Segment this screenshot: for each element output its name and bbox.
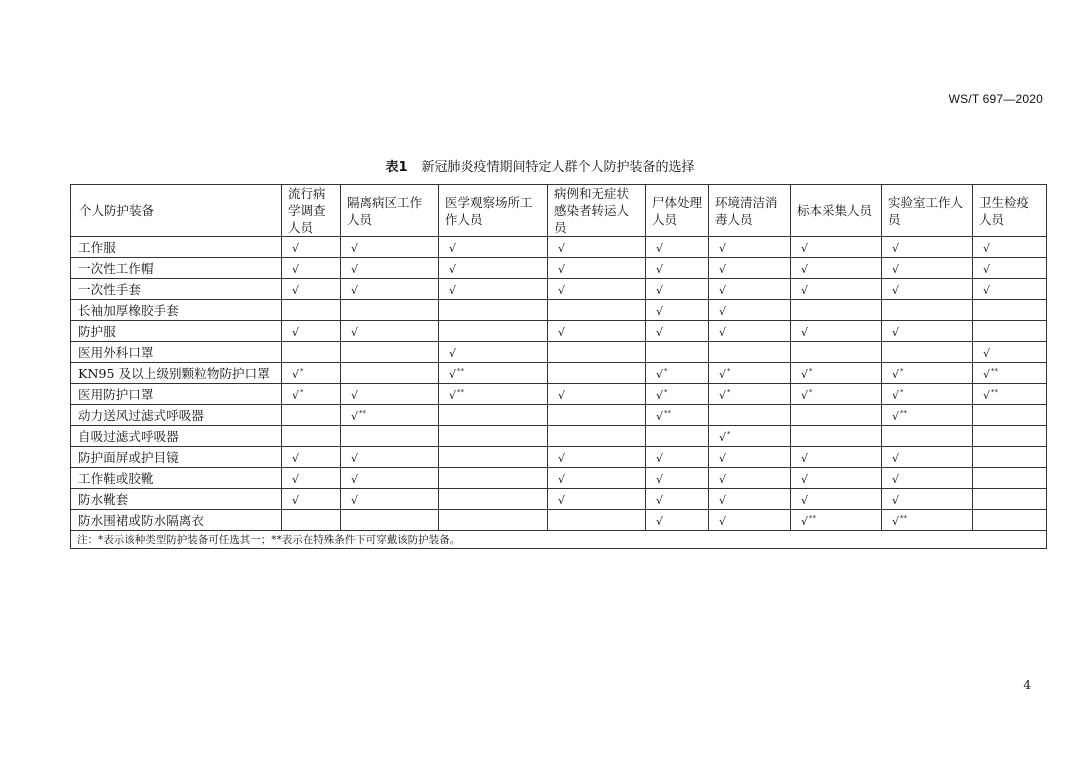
check-mark: √ — [983, 389, 991, 402]
table-title-number: 表1 — [385, 160, 408, 175]
check-mark: √ — [656, 389, 664, 402]
check-mark-annotation: * — [664, 388, 668, 396]
check-mark: √ — [292, 368, 300, 381]
selection-cell — [282, 489, 341, 510]
equipment-name: 长袖加厚橡胶手套 — [71, 300, 282, 321]
selection-cell — [282, 447, 341, 468]
selection-cell — [439, 510, 548, 531]
selection-cell — [709, 342, 791, 363]
column-header-isolation-ward-staff: 隔离病区工作人员 — [341, 185, 439, 237]
check-mark: √ — [801, 452, 809, 465]
check-mark: √ — [351, 284, 359, 297]
table-row — [71, 384, 1047, 405]
selection-cell — [791, 363, 882, 384]
selection-cell — [882, 468, 973, 489]
check-mark-annotation: * — [809, 367, 813, 375]
selection-cell — [709, 258, 791, 279]
check-mark: √ — [558, 263, 566, 276]
check-mark: √ — [351, 389, 359, 402]
selection-cell — [548, 300, 646, 321]
table-note: 注：*表示该种类型防护装备可任选其一；**表示在特殊条件下可穿戴该防护装备。 — [71, 531, 1047, 549]
check-mark: √ — [719, 368, 727, 381]
selection-cell — [709, 447, 791, 468]
selection-cell — [548, 489, 646, 510]
check-mark: √ — [351, 326, 359, 339]
check-mark: √ — [892, 263, 900, 276]
check-mark: √ — [558, 389, 566, 402]
selection-cell — [439, 279, 548, 300]
selection-cell — [548, 510, 646, 531]
selection-cell — [282, 363, 341, 384]
selection-cell — [882, 363, 973, 384]
selection-cell — [439, 468, 548, 489]
selection-cell — [282, 237, 341, 258]
check-mark: √ — [801, 389, 809, 402]
ppe-selection-table — [70, 184, 1047, 549]
selection-cell — [791, 384, 882, 405]
table-row — [71, 447, 1047, 468]
check-mark-annotation: * — [727, 430, 731, 438]
selection-cell — [791, 489, 882, 510]
selection-cell — [791, 510, 882, 531]
check-mark: √ — [558, 284, 566, 297]
equipment-name: 防水靴套 — [71, 489, 282, 510]
equipment-name: 一次性工作帽 — [71, 258, 282, 279]
selection-cell — [548, 279, 646, 300]
check-mark: √ — [801, 326, 809, 339]
check-mark: √ — [292, 242, 300, 255]
selection-cell — [548, 363, 646, 384]
check-mark: √ — [892, 284, 900, 297]
check-mark: √ — [719, 284, 727, 297]
check-mark: √ — [558, 326, 566, 339]
check-mark: √ — [892, 473, 900, 486]
check-mark: √ — [719, 515, 727, 528]
equipment-name: KN95 及以上级别颗粒物防护口罩 — [71, 363, 282, 384]
check-mark: √ — [719, 473, 727, 486]
selection-cell — [646, 489, 709, 510]
selection-cell — [709, 384, 791, 405]
check-mark-annotation: * — [809, 388, 813, 396]
selection-cell — [282, 279, 341, 300]
column-header-equipment: 个人防护装备 — [71, 185, 282, 237]
selection-cell — [439, 258, 548, 279]
selection-cell — [548, 258, 646, 279]
selection-cell — [973, 321, 1047, 342]
selection-cell — [341, 342, 439, 363]
selection-cell — [282, 258, 341, 279]
check-mark-annotation: * — [727, 388, 731, 396]
table-row — [71, 300, 1047, 321]
check-mark: √ — [801, 494, 809, 507]
selection-cell — [646, 321, 709, 342]
check-mark: √ — [983, 242, 991, 255]
selection-cell — [646, 405, 709, 426]
selection-cell — [791, 447, 882, 468]
selection-cell — [341, 384, 439, 405]
selection-cell — [282, 426, 341, 447]
check-mark: √ — [801, 473, 809, 486]
selection-cell — [791, 321, 882, 342]
check-mark: √ — [892, 410, 900, 423]
selection-cell — [548, 426, 646, 447]
selection-cell — [341, 447, 439, 468]
selection-cell — [646, 447, 709, 468]
check-mark-annotation: ** — [664, 409, 672, 417]
equipment-name: 防护服 — [71, 321, 282, 342]
check-mark: √ — [801, 368, 809, 381]
selection-cell — [646, 300, 709, 321]
check-mark: √ — [351, 242, 359, 255]
selection-cell — [439, 342, 548, 363]
selection-cell — [882, 384, 973, 405]
selection-cell — [341, 405, 439, 426]
check-mark: √ — [449, 284, 457, 297]
check-mark-annotation: * — [300, 367, 304, 375]
column-header-specimen-collection-staff: 标本采集人员 — [791, 185, 882, 237]
selection-cell — [282, 342, 341, 363]
check-mark: √ — [719, 431, 727, 444]
table-row — [71, 468, 1047, 489]
check-mark: √ — [449, 347, 457, 360]
standard-code: WS/T 697—2020 — [948, 92, 1043, 106]
table-row — [71, 342, 1047, 363]
check-mark: √ — [892, 452, 900, 465]
selection-cell — [882, 342, 973, 363]
check-mark: √ — [292, 326, 300, 339]
selection-cell — [548, 342, 646, 363]
selection-cell — [548, 405, 646, 426]
check-mark: √ — [292, 473, 300, 486]
check-mark: √ — [292, 389, 300, 402]
table-row — [71, 279, 1047, 300]
check-mark: √ — [983, 284, 991, 297]
selection-cell — [439, 237, 548, 258]
selection-cell — [973, 426, 1047, 447]
check-mark: √ — [719, 494, 727, 507]
selection-cell — [282, 468, 341, 489]
check-mark-annotation: * — [727, 367, 731, 375]
selection-cell — [646, 237, 709, 258]
check-mark: √ — [983, 368, 991, 381]
check-mark: √ — [449, 389, 457, 402]
selection-cell — [341, 237, 439, 258]
equipment-name: 医用防护口罩 — [71, 384, 282, 405]
table-row — [71, 363, 1047, 384]
check-mark: √ — [292, 263, 300, 276]
selection-cell — [439, 489, 548, 510]
check-mark: √ — [351, 410, 359, 423]
check-mark-annotation: ** — [900, 409, 908, 417]
selection-cell — [709, 237, 791, 258]
selection-cell — [973, 279, 1047, 300]
check-mark: √ — [292, 452, 300, 465]
check-mark: √ — [656, 410, 664, 423]
check-mark: √ — [892, 389, 900, 402]
check-mark: √ — [656, 263, 664, 276]
check-mark: √ — [656, 305, 664, 318]
selection-cell — [341, 300, 439, 321]
check-mark: √ — [892, 326, 900, 339]
selection-cell — [548, 468, 646, 489]
selection-cell — [439, 384, 548, 405]
selection-cell — [341, 510, 439, 531]
page-number: 4 — [1023, 678, 1031, 692]
check-mark: √ — [656, 452, 664, 465]
selection-cell — [709, 300, 791, 321]
selection-cell — [548, 237, 646, 258]
check-mark: √ — [558, 473, 566, 486]
check-mark: √ — [719, 305, 727, 318]
selection-cell — [646, 363, 709, 384]
selection-cell — [973, 384, 1047, 405]
selection-cell — [439, 363, 548, 384]
selection-cell — [341, 489, 439, 510]
selection-cell — [341, 258, 439, 279]
table-row — [71, 426, 1047, 447]
check-mark: √ — [656, 326, 664, 339]
check-mark-annotation: * — [300, 388, 304, 396]
check-mark-annotation: ** — [359, 409, 367, 417]
selection-cell — [882, 258, 973, 279]
check-mark: √ — [719, 326, 727, 339]
selection-cell — [341, 363, 439, 384]
selection-cell — [973, 363, 1047, 384]
selection-cell — [882, 321, 973, 342]
check-mark: √ — [801, 242, 809, 255]
check-mark: √ — [449, 368, 457, 381]
selection-cell — [439, 447, 548, 468]
table-title — [0, 156, 1080, 175]
check-mark-annotation: ** — [457, 388, 465, 396]
selection-cell — [882, 489, 973, 510]
selection-cell — [973, 342, 1047, 363]
selection-cell — [646, 384, 709, 405]
column-header-quarantine-staff: 卫生检疫人员 — [973, 185, 1047, 237]
selection-cell — [791, 405, 882, 426]
check-mark: √ — [449, 263, 457, 276]
selection-cell — [973, 405, 1047, 426]
check-mark: √ — [892, 515, 900, 528]
selection-cell — [709, 426, 791, 447]
selection-cell — [282, 321, 341, 342]
selection-cell — [882, 447, 973, 468]
table-row — [71, 237, 1047, 258]
check-mark: √ — [719, 263, 727, 276]
column-header-epidemiological-investigators: 流行病学调查人员 — [282, 185, 341, 237]
column-header-medical-observation-staff: 医学观察场所工作人员 — [439, 185, 548, 237]
selection-cell — [973, 237, 1047, 258]
equipment-name: 一次性手套 — [71, 279, 282, 300]
check-mark: √ — [558, 242, 566, 255]
selection-cell — [882, 510, 973, 531]
check-mark: √ — [801, 515, 809, 528]
column-header-laboratory-staff: 实验室工作人员 — [882, 185, 973, 237]
selection-cell — [791, 258, 882, 279]
selection-cell — [709, 510, 791, 531]
selection-cell — [341, 468, 439, 489]
check-mark-annotation: ** — [809, 514, 817, 522]
check-mark: √ — [292, 494, 300, 507]
check-mark: √ — [801, 263, 809, 276]
table-row — [71, 489, 1047, 510]
selection-cell — [646, 258, 709, 279]
check-mark-annotation: * — [900, 367, 904, 375]
check-mark: √ — [892, 242, 900, 255]
check-mark-annotation: ** — [991, 367, 999, 375]
selection-cell — [341, 321, 439, 342]
check-mark: √ — [351, 263, 359, 276]
selection-cell — [973, 300, 1047, 321]
check-mark: √ — [719, 242, 727, 255]
check-mark: √ — [449, 242, 457, 255]
table-header-row — [71, 185, 1047, 237]
check-mark: √ — [656, 284, 664, 297]
selection-cell — [548, 384, 646, 405]
selection-cell — [882, 237, 973, 258]
check-mark: √ — [801, 284, 809, 297]
table-row — [71, 405, 1047, 426]
column-header-cleaning-disinfection-staff: 环境清洁消毒人员 — [709, 185, 791, 237]
check-mark: √ — [719, 389, 727, 402]
table-body — [71, 237, 1047, 531]
selection-cell — [973, 510, 1047, 531]
selection-cell — [282, 405, 341, 426]
selection-cell — [548, 447, 646, 468]
check-mark: √ — [892, 494, 900, 507]
check-mark: √ — [719, 452, 727, 465]
selection-cell — [882, 426, 973, 447]
check-mark: √ — [351, 494, 359, 507]
check-mark: √ — [351, 473, 359, 486]
column-header-patient-transport-staff: 病例和无症状感染者转运人员 — [548, 185, 646, 237]
selection-cell — [282, 300, 341, 321]
check-mark: √ — [292, 284, 300, 297]
selection-cell — [973, 258, 1047, 279]
check-mark: √ — [656, 473, 664, 486]
check-mark: √ — [656, 494, 664, 507]
check-mark: √ — [656, 242, 664, 255]
table-note-row — [71, 531, 1047, 549]
selection-cell — [646, 342, 709, 363]
selection-cell — [882, 300, 973, 321]
table-row — [71, 510, 1047, 531]
check-mark: √ — [656, 368, 664, 381]
check-mark: √ — [558, 452, 566, 465]
selection-cell — [282, 384, 341, 405]
equipment-name: 工作鞋或胶靴 — [71, 468, 282, 489]
selection-cell — [791, 426, 882, 447]
selection-cell — [439, 426, 548, 447]
check-mark: √ — [351, 452, 359, 465]
table-row — [71, 258, 1047, 279]
selection-cell — [973, 468, 1047, 489]
equipment-name: 防护面屏或护目镜 — [71, 447, 282, 468]
check-mark: √ — [656, 515, 664, 528]
selection-cell — [646, 279, 709, 300]
selection-cell — [709, 363, 791, 384]
selection-cell — [973, 489, 1047, 510]
check-mark: √ — [892, 368, 900, 381]
selection-cell — [439, 300, 548, 321]
selection-cell — [791, 237, 882, 258]
selection-cell — [791, 468, 882, 489]
selection-cell — [646, 510, 709, 531]
equipment-name: 自吸过滤式呼吸器 — [71, 426, 282, 447]
equipment-name: 工作服 — [71, 237, 282, 258]
selection-cell — [709, 321, 791, 342]
selection-cell — [439, 405, 548, 426]
selection-cell — [791, 279, 882, 300]
table-row — [71, 321, 1047, 342]
check-mark-annotation: * — [664, 367, 668, 375]
selection-cell — [709, 489, 791, 510]
selection-cell — [282, 510, 341, 531]
selection-cell — [882, 405, 973, 426]
selection-cell — [548, 321, 646, 342]
selection-cell — [646, 468, 709, 489]
selection-cell — [973, 447, 1047, 468]
selection-cell — [341, 279, 439, 300]
equipment-name: 动力送风过滤式呼吸器 — [71, 405, 282, 426]
selection-cell — [439, 321, 548, 342]
check-mark-annotation: ** — [457, 367, 465, 375]
selection-cell — [709, 279, 791, 300]
check-mark-annotation: * — [900, 388, 904, 396]
check-mark-annotation: ** — [900, 514, 908, 522]
column-header-body-handling-staff: 尸体处理人员 — [646, 185, 709, 237]
selection-cell — [791, 342, 882, 363]
selection-cell — [709, 405, 791, 426]
selection-cell — [341, 426, 439, 447]
check-mark: √ — [983, 263, 991, 276]
selection-cell — [646, 426, 709, 447]
check-mark: √ — [558, 494, 566, 507]
selection-cell — [791, 300, 882, 321]
equipment-name: 医用外科口罩 — [71, 342, 282, 363]
selection-cell — [882, 279, 973, 300]
table-title-text: 新冠肺炎疫情期间特定人群个人防护装备的选择 — [421, 160, 695, 175]
check-mark: √ — [983, 347, 991, 360]
check-mark-annotation: ** — [991, 388, 999, 396]
selection-cell — [709, 468, 791, 489]
equipment-name: 防水围裙或防水隔离衣 — [71, 510, 282, 531]
